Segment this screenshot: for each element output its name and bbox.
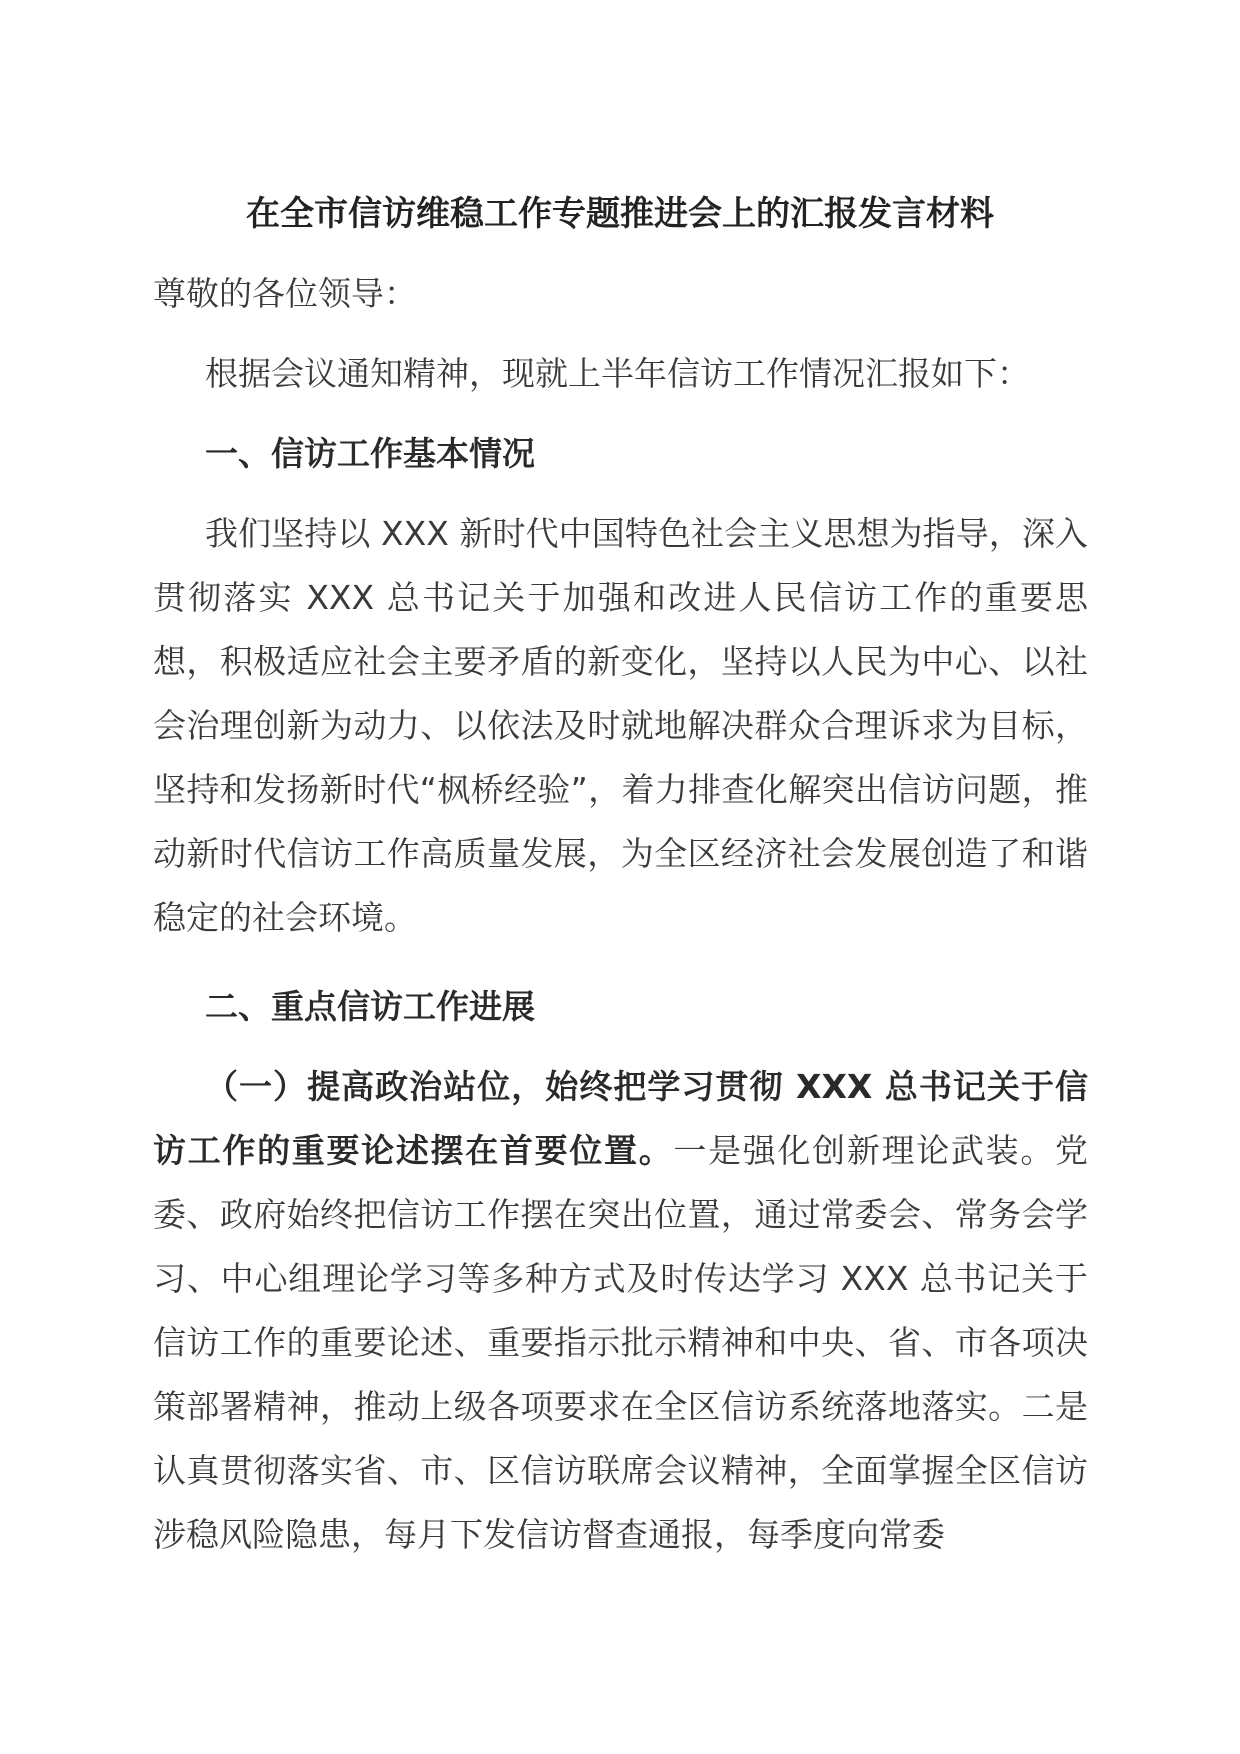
- salutation: 尊敬的各位领导：: [153, 274, 417, 313]
- document-title: 在全市信访维稳工作专题推进会上的汇报发言材料: [246, 194, 994, 234]
- intro-paragraph: 根据会议通知精神，现就上半年信访工作情况汇报如下：: [205, 354, 1030, 393]
- subsection-1-body: 一是强化创新理论武装。党委、政府始终把信访工作摆在突出位置，通过常委会、常务会学习、中心组理论学习等多种方式及时传达学习 XXX 总书记关于信访工作的重要论述、重要指示批示精神和中央、省、市各项决策部署精神，推动上级各项要求在全区信访系统落地落实。二是认真贯彻落实省、市、区信访联席会议精神，全面掌握全区信访涉稳风险隐患，每月下发信访督查通报，每季度向常委: [153, 1131, 1089, 1554]
- section-1-paragraph: 我们坚持以 XXX 新时代中国特色社会主义思想为指导，深入贯彻落实 XXX 总书记关于加强和改进人民信访工作的重要思想，积极适应社会主要矛盾的新变化，坚持以人民为中心、以社会治理创新为动力、以依法及时就地解决群众合理诉求为目标，坚持和发扬新时代“枫桥经验”，着力排查化解突出信访问题，推动新时代信访工作高质量发展，为全区经济社会发展创造了和谐稳定的社会环境。: [153, 514, 1088, 937]
- section-heading-basic-situation: 一、信访工作基本情况: [205, 434, 535, 473]
- subsection-1-lead: （一）提高政治站位，始终把学习贯彻 XXX 总书记关于信访工作的重要论述摆在首要位置。: [153, 1067, 1088, 1170]
- section-heading-key-progress: 二、重点信访工作进展: [205, 987, 535, 1026]
- subsection-1-paragraph: [153, 1055, 1088, 1567]
